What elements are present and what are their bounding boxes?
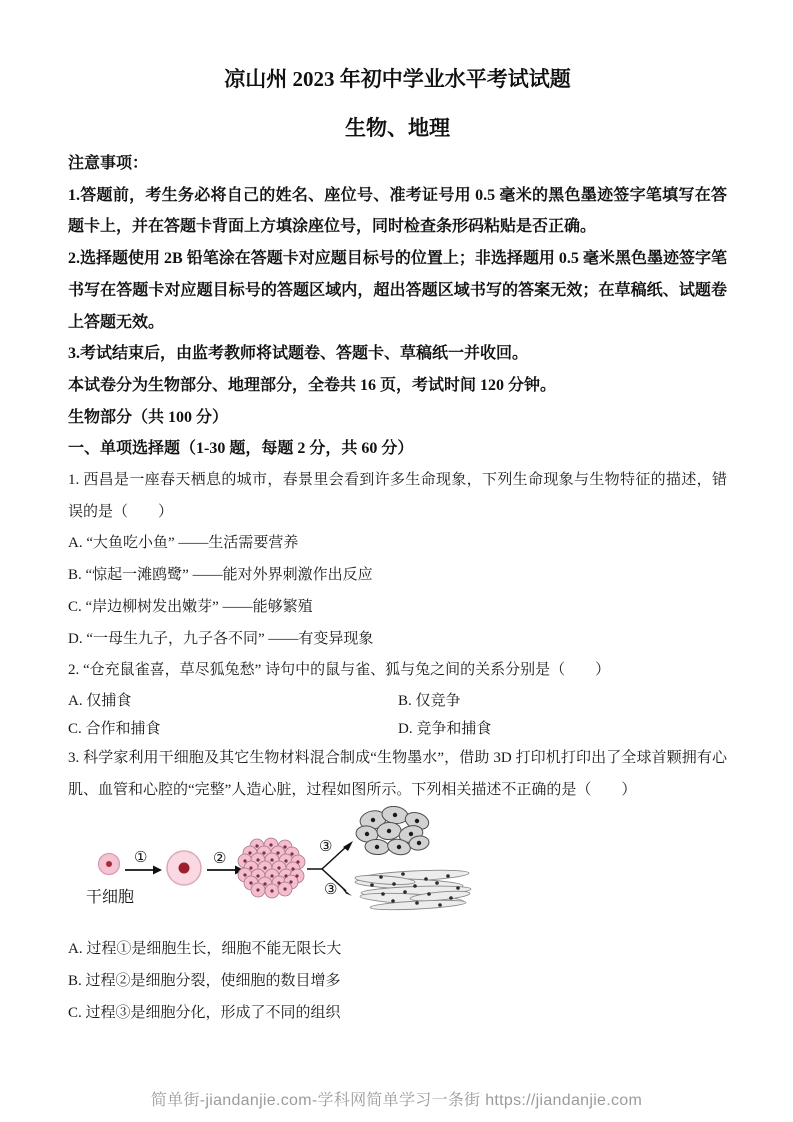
stem-cell-label: 干细胞	[86, 889, 135, 907]
exam-info: 本试卷分为生物部分、地理部分，全卷共 16 页，考试时间 120 分钟。	[68, 376, 557, 394]
question-1-option-a: A. “大鱼吃小鱼” ——生活需要营养	[68, 535, 299, 552]
question-3-option-b: B. 过程②是细胞分裂，使细胞的数目增多	[68, 973, 341, 990]
process-3-label-top: ③	[319, 839, 333, 856]
notice-heading: 注意事项：	[68, 155, 149, 172]
question-2-option-c: C. 合作和捕食	[68, 720, 161, 737]
question-1-option-b: B. “惊起一滩鸥鹭” ——能对外界刺激作出反应	[68, 567, 373, 584]
exam-content	[68, 0, 727, 1029]
question-2-option-b: B. 仅竞争	[398, 692, 461, 709]
notice-item-3: 3.考试结束后，由监考教师将试题卷、答题卡、草稿纸一并收回。	[68, 345, 529, 363]
process-1-arrow-icon	[125, 866, 162, 875]
question-1-stem: 1. 西昌是一座春天栖息的城市，春景里会看到许多生命现象，下列生命现象与生物特征的描述，错误的是（ ）	[68, 472, 727, 520]
process-2-label: ②	[213, 851, 227, 868]
question-1-option-d: D. “一母生九子，九子各不同” ——有变异现象	[68, 630, 374, 647]
notice-section	[68, 148, 727, 465]
question-3-stem: 3. 科学家利用干细胞及其它生物材料混合制成“生物墨水”，借助 3D 打印机打印出了全球首颗拥有心肌、血管和心腔的“完整”人造心脏，过程如图所示。下列相关描述不正确的是（ ）	[68, 749, 727, 798]
question-3-option-c: C. 过程③是细胞分化，形成了不同的组织	[68, 1004, 341, 1021]
notice-item-1: 1.答题前，考生务必将自己的姓名、座位号、准考证号用 0.5 毫米的黑色墨迹签字笔填写在答题卡上，并在答题卡背面上方填涂座位号，同时检查条形码粘贴是否正确。	[68, 186, 727, 236]
footer-watermark: 简单街-jiandanjie.com-学科网简单学习一条街 https://jiandanjie.com	[150, 1092, 643, 1109]
question-3-option-a: A. 过程①是细胞生长，细胞不能无限长大	[68, 941, 342, 958]
biology-part-heading: 生物部分（共 100 分）	[68, 408, 229, 426]
cell-cluster-icon	[238, 838, 305, 898]
question-2-options	[68, 687, 727, 743]
section-1-heading: 一、单项选择题（1-30 题，每题 2 分，共 60 分）	[68, 440, 414, 458]
stem-cell-diagram	[85, 806, 727, 934]
question-2	[68, 655, 727, 743]
exam-subject: 生物、地理	[345, 116, 450, 140]
question-2-stem: 2. “仓充鼠雀喜，草尽狐兔愁” 诗句中的鼠与雀、狐与兔之间的关系分别是（ ）	[68, 662, 611, 679]
question-2-option-a: A. 仅捕食	[68, 692, 132, 709]
stem-cell-icon	[99, 854, 120, 875]
question-3	[68, 743, 727, 1030]
question-1-option-c: C. “岸边柳树发出嫩芽” ——能够繁殖	[68, 598, 313, 615]
notice-item-2: 2.选择题使用 2B 铅笔涂在答题卡对应题目标号的位置上；非选择题用 0.5 毫米黑色墨迹签字笔书写在答题卡对应题目标号的答题区域内，超出答题区域书写的答案无效；在草稿纸、试题卷上答题无效。	[68, 250, 727, 331]
process-1-label: ①	[134, 850, 148, 867]
question-1	[68, 465, 727, 655]
tissue-bottom-icon	[355, 868, 471, 911]
process-3-label-bottom: ③	[324, 882, 338, 899]
question-2-option-d: D. 竞争和捕食	[398, 720, 492, 737]
tissue-top-icon	[355, 806, 431, 857]
exam-title: 凉山州 2023 年初中学业水平考试试题	[224, 67, 571, 91]
grown-cell-icon	[167, 851, 201, 885]
